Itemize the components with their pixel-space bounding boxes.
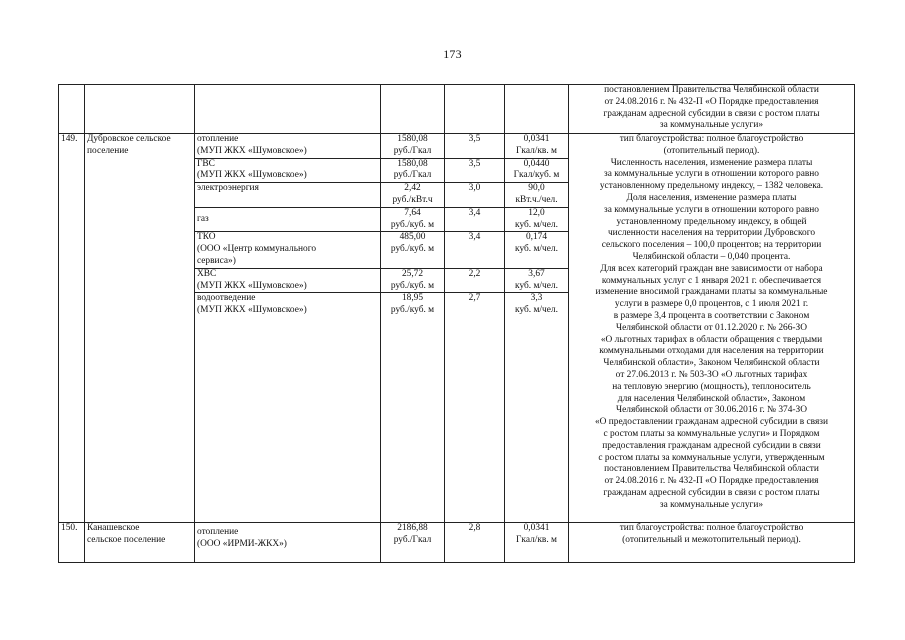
norm-amount: 0,0341 xyxy=(523,134,550,144)
service-line: газ xyxy=(197,213,209,224)
norm-value xyxy=(505,232,569,268)
norm-value xyxy=(505,523,569,563)
service-line: ХВС xyxy=(197,268,217,279)
norm-amount: 90,0 xyxy=(528,183,545,194)
note-line: от 24.08.2016 г. № 432-П «О Порядке предоставления xyxy=(604,476,819,487)
note-line: коммунальными отходами для населения на территории xyxy=(599,346,824,357)
tariff-unit: руб./Гкал xyxy=(393,145,432,156)
norm-amount: 3,3 xyxy=(530,293,543,304)
norm-cell xyxy=(505,85,569,134)
service-name xyxy=(195,183,381,208)
note-line: для населения Челябинской области», Законом xyxy=(617,393,806,404)
note-line: от 24.08.2016 г. № 432-П «О Порядке предоставления xyxy=(604,96,819,107)
tariff-value xyxy=(381,134,445,159)
note-line: тип благоустройства: полное благоустройство xyxy=(619,134,804,144)
index-value: 3,5 xyxy=(445,158,505,183)
settlement-line: Канашевское xyxy=(87,523,140,534)
tariff-amount: 485,00 xyxy=(399,232,426,243)
norm-value xyxy=(505,207,569,232)
norm-unit: куб. м/чел. xyxy=(515,305,558,316)
note-line: тип благоустройства: полное благоустройство xyxy=(619,523,804,534)
index-value: 3,5 xyxy=(445,134,505,159)
tariff-unit: руб./куб. м xyxy=(390,244,435,255)
continuation-note xyxy=(569,85,855,134)
tariff-unit: руб./куб. м xyxy=(390,280,435,291)
service-line: ГВС xyxy=(197,158,215,169)
tariff-value xyxy=(381,523,445,563)
tariff-amount: 2186,88 xyxy=(397,523,428,534)
norm-amount: 0,0341 xyxy=(523,523,550,534)
service-line: отопление xyxy=(197,527,239,538)
note-line: с ростом платы за коммунальные услуги, утвержденным xyxy=(598,452,825,463)
tariff-table xyxy=(58,84,855,563)
settlement-name xyxy=(85,523,195,563)
service-name xyxy=(195,134,381,159)
tariff-value xyxy=(381,207,445,232)
service-cell xyxy=(195,317,381,523)
note-line: за коммунальные услуги в отношении которого равно xyxy=(603,169,819,180)
page-number: 173 xyxy=(443,47,462,61)
index-value: 3,4 xyxy=(445,207,505,232)
norm-unit: куб. м/чел. xyxy=(515,244,558,255)
norm-unit: кВт.ч./чел. xyxy=(515,194,558,205)
row-number: 150. xyxy=(59,523,85,563)
tariff-cell xyxy=(381,85,445,134)
service-name xyxy=(195,523,381,563)
note-line: установленному предельному индексу, – 1382 человека. xyxy=(599,181,824,192)
tariff-value xyxy=(381,232,445,268)
settlement-cell xyxy=(85,85,195,134)
service-line: (ООО «ИРМИ-ЖКХ») xyxy=(197,539,287,550)
note-line: Челябинской области от 30.06.2016 г. № 374-ЗО xyxy=(616,405,807,416)
settlement-line: Дубровское сельское xyxy=(87,134,171,144)
tariff-amount: 1580,08 xyxy=(397,134,428,144)
norm-unit: Гкал/кв. м xyxy=(516,145,557,156)
note-line: в размере 3,4 процента в соответствии с Законом xyxy=(613,310,810,321)
norm-value xyxy=(505,293,569,317)
index-cell xyxy=(445,85,505,134)
norm-unit: Гкал/кв. м xyxy=(516,535,557,546)
row-note xyxy=(569,134,855,523)
note-line: (отопительный и межотопительный период). xyxy=(622,535,801,546)
tariff-amount: 1580,08 xyxy=(397,158,428,169)
table-row-149 xyxy=(59,134,855,159)
norm-value xyxy=(505,183,569,208)
row-number-cell xyxy=(59,85,85,134)
tariff-amount: 25,72 xyxy=(401,268,424,279)
table-row-150 xyxy=(59,523,855,563)
note-line: Для всех категорий граждан вне зависимости от набора xyxy=(600,263,823,274)
note-line: услуги в размере 0,0 процентов, с 1 июля 2021 г. xyxy=(614,299,809,310)
norm-value xyxy=(505,134,569,159)
norm-value xyxy=(505,158,569,183)
service-name xyxy=(195,158,381,183)
service-line: сервиса») xyxy=(197,255,236,266)
note-line: установленному предельному индексу, в общей xyxy=(616,216,807,227)
settlement-line: сельское поселение xyxy=(87,535,166,546)
note-line: гражданам адресной субсидии в связи с ростом платы xyxy=(603,108,820,119)
note-line: постановлением Правительства Челябинской области xyxy=(604,464,819,475)
service-line: (ООО «Центр коммунального xyxy=(197,244,317,255)
service-line: ТКО xyxy=(197,232,216,243)
tariff-unit: руб./Гкал xyxy=(393,170,432,181)
continuation-row xyxy=(59,85,855,134)
service-name xyxy=(195,293,381,317)
index-value: 2,7 xyxy=(445,293,505,317)
tariff-amount: 7,64 xyxy=(404,207,421,218)
tariff-unit: руб./кВт.ч xyxy=(392,194,433,205)
tariff-value xyxy=(381,158,445,183)
service-line: (МУП ЖКХ «Шумовское») xyxy=(197,145,307,156)
note-line: постановлением Правительства Челябинской области xyxy=(604,85,819,95)
settlement-line: поселение xyxy=(87,145,129,156)
note-line: Челябинской области – 0,040 процента. xyxy=(632,251,791,262)
note-line: Численность населения, изменение размера платы xyxy=(610,157,813,168)
tariff-unit: руб./куб. м xyxy=(390,305,435,316)
service-name xyxy=(195,207,381,232)
norm-unit: куб. м/чел. xyxy=(515,280,558,291)
tariff-amount: 2,42 xyxy=(404,183,421,194)
tariff-amount: 18,95 xyxy=(401,293,424,304)
row-number: 149. xyxy=(59,134,85,523)
note-line: гражданам адресной субсидии в связи с ростом платы xyxy=(603,487,820,498)
norm-value xyxy=(505,268,569,293)
note-line: «О предоставлении гражданам адресной субсидии в связи xyxy=(594,417,829,428)
norm-amount: 0,0440 xyxy=(523,158,550,169)
note-line: сельского поселения – 100,0 процентов; на территории xyxy=(601,240,822,251)
tariff-value xyxy=(381,183,445,208)
note-line: Челябинской области от 01.12.2020 г. № 266-ЗО xyxy=(616,322,807,333)
index-value: 2,2 xyxy=(445,268,505,293)
norm-cell xyxy=(505,317,569,523)
service-line: (МУП ЖКХ «Шумовское») xyxy=(197,280,307,291)
tariff-cell xyxy=(381,317,445,523)
note-line: за коммунальные услуги» xyxy=(659,120,764,131)
note-line: на тепловую энергию (мощность), теплоноситель xyxy=(612,381,811,392)
service-line: электроэнергия xyxy=(197,183,259,194)
norm-unit: куб. м/чел. xyxy=(515,219,558,230)
service-line: (МУП ЖКХ «Шумовское») xyxy=(197,170,307,181)
index-value: 3,0 xyxy=(445,183,505,208)
note-line: Челябинской области», Законом Челябинской области xyxy=(603,358,820,369)
tariff-value xyxy=(381,268,445,293)
tariff-unit: руб./куб. м xyxy=(390,219,435,230)
note-line: «О льготных тарифах в области обращения с твердыми xyxy=(600,334,823,345)
norm-amount: 12,0 xyxy=(528,207,545,218)
service-line: водоотведение xyxy=(197,293,256,304)
note-line: Доля населения, изменение размера платы xyxy=(626,192,797,203)
service-line: отопление xyxy=(197,134,239,144)
norm-amount: 0,174 xyxy=(525,232,548,243)
note-line: за коммунальные услуги» xyxy=(659,499,764,510)
settlement-name xyxy=(85,134,195,523)
index-cell xyxy=(445,317,505,523)
note-line: численности населения на территории Дубровского xyxy=(607,228,816,239)
service-cell xyxy=(195,85,381,134)
norm-unit: Гкал/куб. м xyxy=(513,170,560,181)
tariff-unit: руб./Гкал xyxy=(393,535,432,546)
index-value: 2,8 xyxy=(445,523,505,563)
service-name xyxy=(195,268,381,293)
tariff-value xyxy=(381,293,445,317)
note-line: с ростом платы за коммунальные услуги» и Порядком xyxy=(603,428,820,439)
row-note xyxy=(569,523,855,563)
note-line: (отопительный период). xyxy=(663,145,760,156)
note-line: за коммунальные услуги в отношении которого равно xyxy=(603,204,819,215)
note-line: коммунальных услуг с 1 января 2021 г. обеспечивается xyxy=(601,275,822,286)
norm-amount: 3,67 xyxy=(528,268,545,279)
service-name xyxy=(195,232,381,268)
service-line: (МУП ЖКХ «Шумовское») xyxy=(197,305,307,316)
index-value: 3,4 xyxy=(445,232,505,268)
note-line: от 27.06.2013 г. № 503-ЗО «О льготных тарифах xyxy=(615,369,808,380)
note-line: предоставления гражданам адресной субсидии в связи xyxy=(602,440,821,451)
note-line: изменение вносимой гражданами платы за коммунальные xyxy=(595,287,828,298)
